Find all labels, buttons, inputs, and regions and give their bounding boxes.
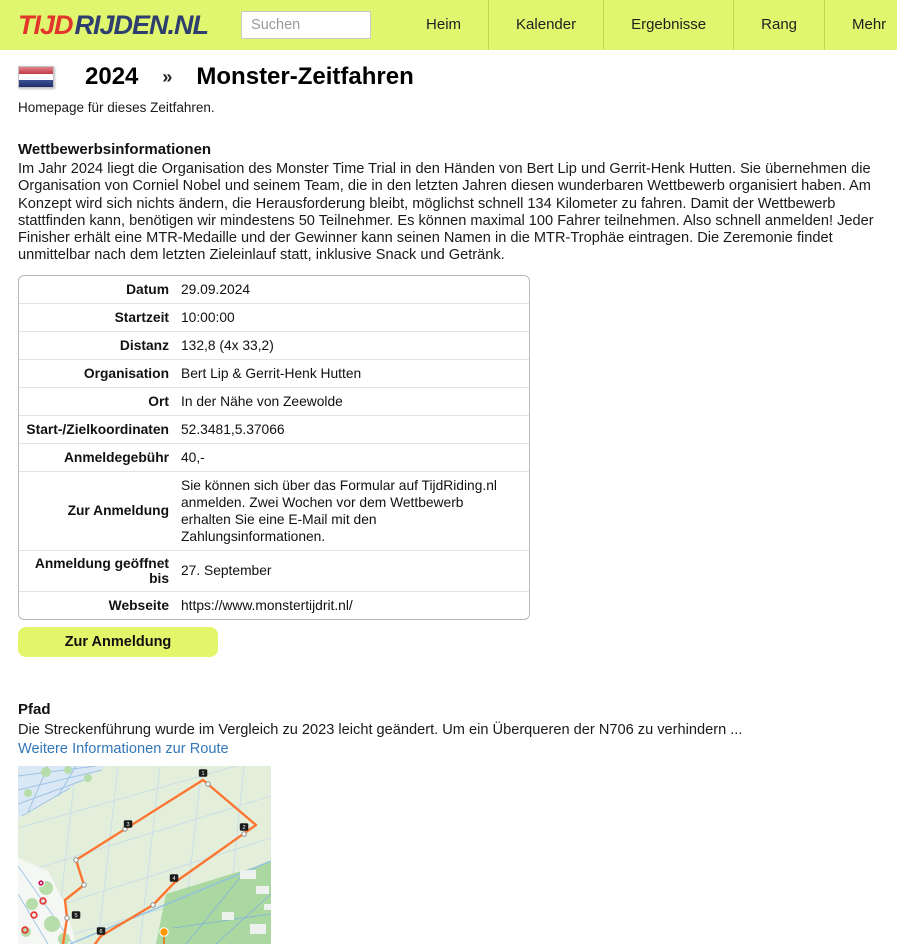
table-row	[19, 388, 529, 416]
row-label: Ort	[148, 393, 169, 409]
row-label: Anmeldegebühr	[63, 449, 169, 465]
table-row	[19, 304, 529, 332]
svg-text:2: 2	[242, 824, 246, 831]
header	[0, 0, 897, 50]
nav-item-kalender[interactable]: Kalender	[488, 0, 603, 50]
row-label: Startzeit	[114, 309, 169, 325]
row-label: Zur Anmeldung	[67, 503, 169, 519]
row-value: https://www.monstertijdrit.nl/	[181, 597, 353, 613]
svg-text:6: 6	[99, 928, 103, 935]
row-value: 52.3481,5.37066	[181, 421, 285, 437]
row-label: Start-/Zielkoordinaten	[26, 421, 169, 437]
svg-text:4: 4	[172, 875, 176, 882]
breadcrumb	[18, 63, 879, 91]
table-row	[19, 551, 529, 592]
table-row	[19, 416, 529, 444]
row-value: Sie können sich über das Formular auf TijdRiding.nl anmelden. Zwei Wochen vor dem Wettbewerb erhalten Sie eine E-Mail mit den Zahlungsinformationen.	[181, 477, 497, 544]
table-row	[19, 592, 529, 619]
row-value: 40,-	[181, 449, 205, 465]
svg-text:5: 5	[74, 912, 78, 919]
nav-item-ergebnisse[interactable]: Ergebnisse	[603, 0, 733, 50]
search-input[interactable]	[241, 11, 371, 39]
main-nav	[399, 0, 897, 50]
breadcrumb-separator-icon: »	[162, 66, 173, 87]
row-value: 29.09.2024	[181, 281, 251, 297]
logo-text-tijd: TIJD	[18, 9, 73, 40]
nav-item-heim[interactable]: Heim	[426, 16, 462, 33]
route-map[interactable]	[18, 766, 271, 944]
row-value: Bert Lip & Gerrit-Henk Hutten	[181, 365, 362, 381]
page-subtitle: Homepage für dieses Zeitfahren.	[18, 100, 215, 115]
nav-item-rang[interactable]: Rang	[733, 0, 824, 50]
svg-text:1: 1	[201, 770, 205, 777]
netherlands-flag-icon	[18, 66, 54, 88]
row-label: Organisation	[83, 365, 169, 381]
table-row	[19, 444, 529, 472]
row-value: 27. September	[181, 563, 272, 579]
nav-item-mehr[interactable]: Mehr	[824, 0, 897, 50]
row-label: Distanz	[119, 337, 169, 353]
route-info-link[interactable]: Weitere Informationen zur Route	[18, 740, 229, 757]
table-row	[19, 360, 529, 388]
row-value: 132,8 (4x 33,2)	[181, 337, 274, 353]
svg-text:3: 3	[126, 821, 130, 828]
table-row	[19, 472, 529, 551]
page-content	[0, 63, 897, 944]
event-details-table	[18, 275, 530, 620]
info-paragraph: Im Jahr 2024 liegt die Organisation des Monster Time Trial in den Händen von Bert Lip und Gerrit-Henk Hutten. Sie übernehmen die Organisation von Corniel Nobel und seinem Team, die in den letzten Jahren diesen wunderbaren Wettbewerb organisiert haben. Am Konzept wird sich nichts ändern, die Herausforderung bleibt, möglichst schnell 134 Kilometer zu fahren. Damit der Wettbewerb stattfinden kann, benötigen wir mindestens 50 Teilnehmer. Es können maximal 100 Fahrer teilnehmen. Also schnell anmelden! Jeder Finisher erhält eine MTR-Medaille und der Gewinner kann seinen Namen in die MTR-Trophäe eintragen. Die Zeremonie findet unmittelbar nach dem letzten Zieleinlauf statt, inklusive Snack und Getränk.	[18, 161, 874, 264]
info-section-heading: Wettbewerbsinformationen	[18, 141, 212, 158]
table-row	[19, 332, 529, 360]
row-label: Anmeldung geöffnet bis	[34, 555, 169, 586]
row-label: Datum	[126, 281, 169, 297]
path-description: Die Streckenführung wurde im Vergleich zu 2023 leicht geändert. Um ein Überqueren der N706 zu verhindern ...	[18, 721, 743, 738]
path-section-heading: Pfad	[18, 700, 51, 718]
register-button[interactable]: Zur Anmeldung	[18, 627, 218, 657]
row-value: In der Nähe von Zeewolde	[181, 393, 343, 409]
logo-text-rijden: RIJDEN.NL	[74, 9, 209, 40]
page-title: Monster-Zeitfahren	[196, 63, 414, 90]
breadcrumb-year[interactable]: 2024	[85, 63, 139, 90]
row-value: 10:00:00	[181, 309, 235, 325]
site-logo[interactable]	[18, 9, 209, 40]
row-label: Webseite	[108, 597, 169, 613]
table-row	[19, 276, 529, 304]
